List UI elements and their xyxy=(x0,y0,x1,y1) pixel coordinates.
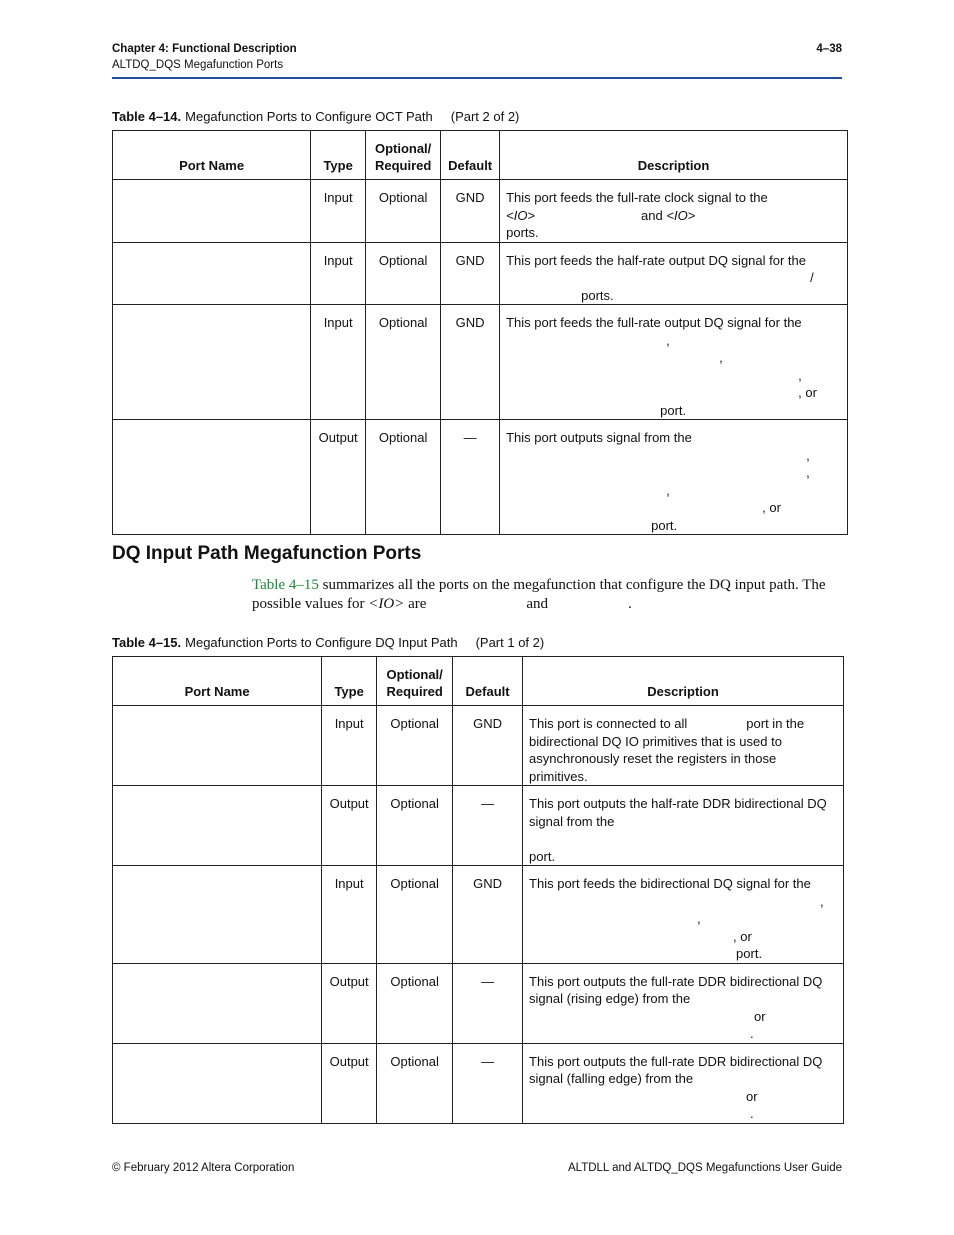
description-cell xyxy=(523,706,844,786)
port-name-cell xyxy=(113,866,322,964)
desc-line: or xyxy=(754,1008,766,1024)
table-ref-link[interactable]: Table 4–15 xyxy=(252,577,319,593)
port-name-cell xyxy=(113,420,311,535)
table1-title: Megafunction Ports to Configure OCT Path xyxy=(185,109,433,124)
table1 xyxy=(112,130,848,535)
desc-line: primitives. xyxy=(529,768,588,784)
table2-caption xyxy=(112,635,544,650)
description-cell xyxy=(500,305,848,420)
table1-label: Table 4–14. xyxy=(112,109,182,124)
desc-line: signal from the xyxy=(529,813,615,829)
desc-line: ports. xyxy=(581,287,614,303)
type-cell: Input xyxy=(322,866,377,964)
col-default: Default xyxy=(441,131,500,180)
table1-caption xyxy=(112,109,519,124)
default-cell: — xyxy=(441,420,500,535)
desc-line: port. xyxy=(660,402,687,418)
description-cell xyxy=(500,180,848,243)
desc-line: , xyxy=(820,893,824,909)
section-heading: DQ Input Path Megafunction Ports xyxy=(112,543,422,564)
paragraph-text: summarizes all the ports on the megafunction that configure the DQ input path. The possible values for xyxy=(252,577,826,612)
default-cell: GND xyxy=(453,706,523,786)
default-cell: GND xyxy=(453,866,523,964)
table1-header-row xyxy=(113,131,848,180)
port-name-cell xyxy=(113,706,322,786)
default-cell: GND xyxy=(441,180,500,243)
io-token: <IO> xyxy=(666,207,696,223)
default-cell: — xyxy=(453,786,523,866)
table-row xyxy=(113,963,844,1043)
type-cell: Input xyxy=(311,180,366,243)
port-name-cell xyxy=(113,242,311,305)
req-cell: Optional xyxy=(377,866,453,964)
desc-line: port. xyxy=(736,946,763,961)
io-token: <IO> xyxy=(368,596,405,612)
desc-line: This port feeds the bidirectional DQ signal for the xyxy=(529,876,811,891)
description-cell xyxy=(500,420,848,535)
col-default: Default xyxy=(453,657,523,706)
desc-word: This port is connected to all xyxy=(529,716,688,731)
col-optional-required xyxy=(366,131,441,180)
col-description: Description xyxy=(500,131,848,180)
header-rule xyxy=(112,77,842,79)
table2 xyxy=(112,656,844,1124)
intro-paragraph xyxy=(252,576,844,614)
desc-line: signal (falling edge) from the xyxy=(529,1071,694,1086)
desc-line: signal (rising edge) from the xyxy=(529,991,691,1006)
table-row xyxy=(113,180,848,243)
footer-guide-title: ALTDLL and ALTDQ_DQS Megafunctions User Guide xyxy=(567,1162,842,1174)
port-name-cell xyxy=(113,180,311,243)
desc-line: . xyxy=(750,1106,754,1121)
table-row xyxy=(113,305,848,420)
desc-line: or xyxy=(746,1088,758,1104)
req-cell: Optional xyxy=(366,420,441,535)
desc-line: This port outputs the half-rate DDR bidirectional DQ xyxy=(529,796,827,811)
col-optional-required-label: Optional/ Required xyxy=(386,667,443,699)
table1-part: (Part 2 of 2) xyxy=(450,109,520,124)
type-cell: Input xyxy=(311,242,366,305)
table2-title: Megafunction Ports to Configure DQ Input Path xyxy=(185,635,458,650)
col-port-name: Port Name xyxy=(113,657,322,706)
desc-line: , xyxy=(806,465,810,480)
table-row xyxy=(113,1043,844,1123)
col-optional-required xyxy=(377,657,453,706)
paragraph-text: and xyxy=(526,596,549,612)
desc-line: This port feeds the full-rate output DQ signal for the xyxy=(506,315,802,330)
req-cell: Optional xyxy=(366,242,441,305)
port-name-cell xyxy=(113,305,311,420)
desc-line: This port outputs the full-rate DDR bidirectional DQ xyxy=(529,1053,823,1069)
desc-line: asynchronously reset the registers in those xyxy=(529,751,777,766)
type-cell: Output xyxy=(311,420,366,535)
default-cell: — xyxy=(453,963,523,1043)
table2-part: (Part 1 of 2) xyxy=(475,635,545,650)
default-cell: GND xyxy=(441,305,500,420)
default-cell: — xyxy=(453,1043,523,1123)
req-cell: Optional xyxy=(377,1043,453,1123)
desc-line: , xyxy=(806,447,810,463)
req-cell: Optional xyxy=(377,963,453,1043)
paragraph-text: . xyxy=(628,596,632,612)
table-row xyxy=(113,242,848,305)
type-cell: Output xyxy=(322,786,377,866)
table2-header-row xyxy=(113,657,844,706)
col-type: Type xyxy=(311,131,366,180)
desc-line: ports. xyxy=(506,225,539,240)
desc-line: This port outputs signal from the xyxy=(506,430,692,445)
col-port-name: Port Name xyxy=(113,131,311,180)
desc-line: , or xyxy=(798,385,817,400)
desc-line: port. xyxy=(529,848,556,864)
req-cell: Optional xyxy=(377,706,453,786)
description-cell xyxy=(523,866,844,964)
desc-line: This port feeds the half-rate output DQ signal for the xyxy=(506,252,806,268)
type-cell: Input xyxy=(322,706,377,786)
desc-line: , or xyxy=(733,928,752,944)
port-name-cell xyxy=(113,1043,322,1123)
desc-line: / xyxy=(810,270,814,285)
desc-line: This port outputs the full-rate DDR bidirectional DQ xyxy=(529,973,823,989)
desc-word: port in the xyxy=(746,716,805,731)
desc-line: This port feeds the full-rate clock signal to the xyxy=(506,190,768,205)
table2-label: Table 4–15. xyxy=(112,635,182,650)
table-row xyxy=(113,866,844,964)
description-cell xyxy=(523,786,844,866)
type-cell: Output xyxy=(322,1043,377,1123)
desc-line: , xyxy=(798,367,802,383)
type-cell: Output xyxy=(322,963,377,1043)
desc-word: and xyxy=(641,207,663,223)
col-optional-required-label: Optional/ Required xyxy=(374,141,432,173)
desc-line xyxy=(506,207,841,225)
desc-line xyxy=(529,715,837,733)
default-cell: GND xyxy=(441,242,500,305)
table-row xyxy=(113,786,844,866)
desc-line: , or xyxy=(762,500,781,515)
type-cell: Input xyxy=(311,305,366,420)
description-cell xyxy=(523,963,844,1043)
table-row xyxy=(113,706,844,786)
description-cell xyxy=(523,1043,844,1123)
footer-copyright: © February 2012 Altera Corporation xyxy=(112,1162,295,1174)
io-token: <IO> xyxy=(506,207,536,223)
desc-line: . xyxy=(750,1026,754,1041)
page-number: 4–38 xyxy=(816,43,842,55)
table-row xyxy=(113,420,848,535)
desc-line: bidirectional DQ IO primitives that is used to xyxy=(529,733,782,749)
req-cell: Optional xyxy=(366,180,441,243)
col-type: Type xyxy=(322,657,377,706)
section-subheading: ALTDQ_DQS Megafunction Ports xyxy=(112,59,284,71)
req-cell: Optional xyxy=(377,786,453,866)
desc-line: , xyxy=(666,332,670,348)
col-description: Description xyxy=(523,657,844,706)
req-cell: Optional xyxy=(366,305,441,420)
desc-line: , xyxy=(719,350,723,365)
desc-line: port. xyxy=(651,517,678,533)
chapter-heading: Chapter 4: Functional Description xyxy=(112,43,297,55)
desc-line: , xyxy=(666,482,670,498)
description-cell xyxy=(500,242,848,305)
port-name-cell xyxy=(113,963,322,1043)
port-name-cell xyxy=(113,786,322,866)
desc-line: , xyxy=(697,911,701,926)
paragraph-text: are xyxy=(408,596,427,612)
